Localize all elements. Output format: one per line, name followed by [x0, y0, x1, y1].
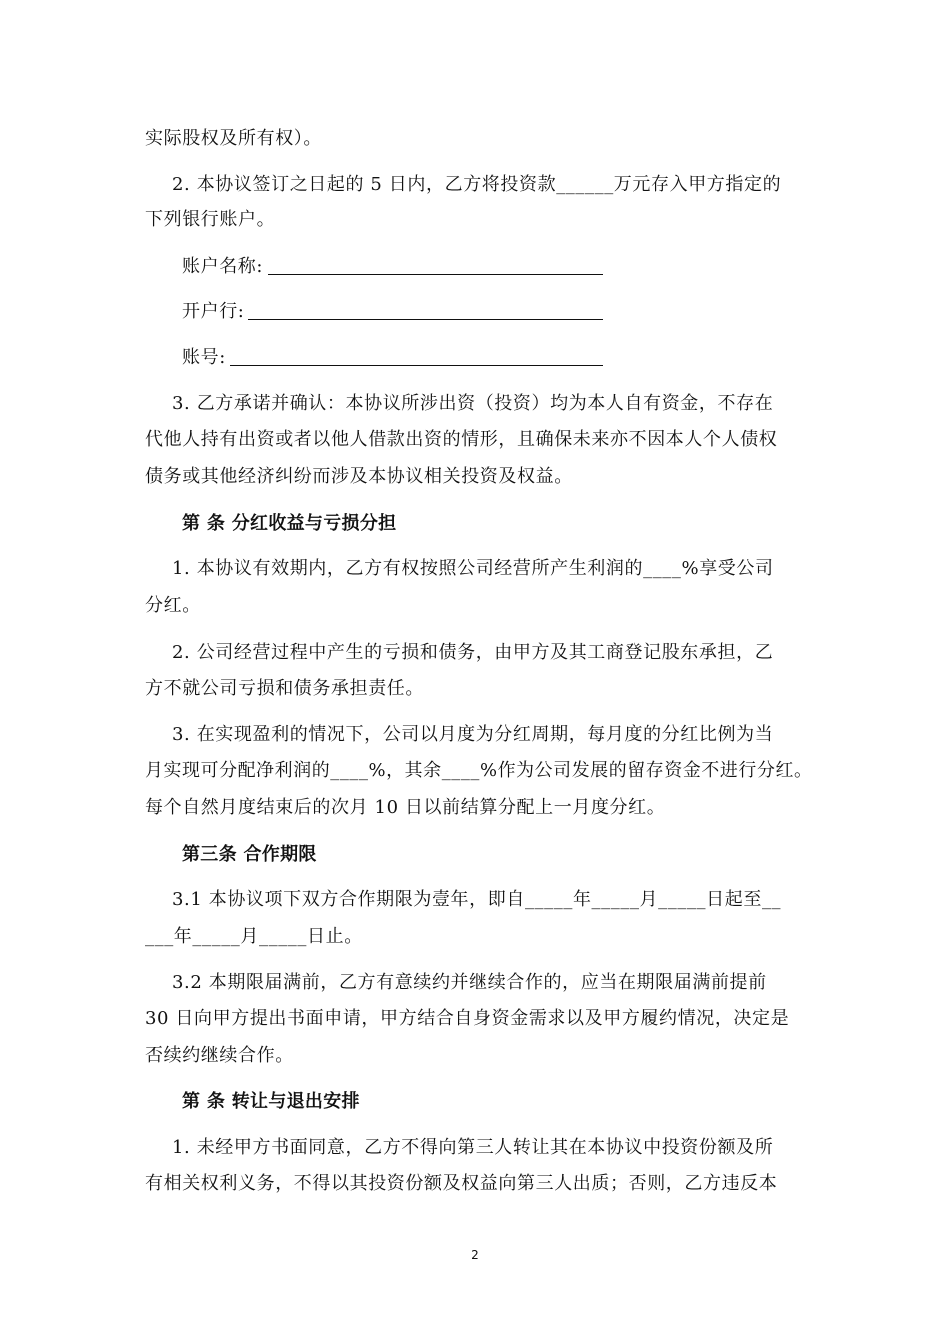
account-name-label: 账户名称:: [182, 256, 264, 277]
section-heading: 第 条 分红收益与亏损分担: [182, 513, 397, 534]
paragraph-line: 每个自然月度结束后的次月 10 日以前结算分配上一月度分红。: [145, 797, 666, 818]
paragraph-line: 3.1 本协议项下双方合作期限为壹年，即自_____年_____月_____日起至__: [172, 889, 782, 910]
paragraph-line: 方不就公司亏损和债务承担责任。: [145, 678, 424, 699]
paragraph-line: 3.2 本期限届满前，乙方有意续约并继续合作的，应当在期限届满前提前: [172, 972, 767, 993]
paragraph-line: ___年_____月_____日止。: [145, 926, 363, 947]
account-number-blank: [230, 365, 603, 366]
paragraph-line: 月实现可分配净利润的____%，其余____%作为公司发展的留存资金不进行分红。: [145, 760, 813, 781]
account-name-blank: [268, 274, 603, 275]
bank-blank: [248, 319, 603, 320]
paragraph-line: 代他人持有出资或者以他人借款出资的情形，且确保未来亦不因本人个人债权: [145, 429, 778, 450]
account-number-label: 账号:: [182, 347, 226, 368]
paragraph-line: 2. 本协议签订之日起的 5 日内，乙方将投资款______万元存入甲方指定的: [172, 174, 782, 195]
paragraph-line: 实际股权及所有权）。: [145, 128, 322, 149]
paragraph-line: 1. 未经甲方书面同意，乙方不得向第三人转让其在本协议中投资份额及所: [172, 1137, 774, 1158]
paragraph-line: 分红。: [145, 595, 201, 616]
paragraph-line: 有相关权利义务，不得以其投资份额及权益向第三人出质；否则，乙方违反本: [145, 1173, 778, 1194]
bank-label: 开户行:: [182, 301, 245, 322]
paragraph-line: 30 日向甲方提出书面申请，甲方结合自身资金需求以及甲方履约情况，决定是: [145, 1008, 790, 1029]
section-heading: 第三条 合作期限: [182, 844, 317, 865]
paragraph-line: 1. 本协议有效期内，乙方有权按照公司经营所产生利润的____%享受公司: [172, 558, 774, 579]
paragraph-line: 3. 乙方承诺并确认：本协议所涉出资（投资）均为本人自有资金，不存在: [172, 393, 774, 414]
paragraph-line: 3. 在实现盈利的情况下，公司以月度为分红周期，每月度的分红比例为当: [172, 724, 774, 745]
paragraph-line: 2. 公司经营过程中产生的亏损和债务，由甲方及其工商登记股东承担，乙: [172, 642, 774, 663]
page-number: 2: [471, 1248, 479, 1262]
paragraph-line: 债务或其他经济纠纷而涉及本协议相关投资及权益。: [145, 466, 573, 487]
section-heading: 第 条 转让与退出安排: [182, 1091, 360, 1112]
paragraph-line: 否续约继续合作。: [145, 1045, 294, 1066]
paragraph-line: 下列银行账户。: [145, 209, 276, 230]
